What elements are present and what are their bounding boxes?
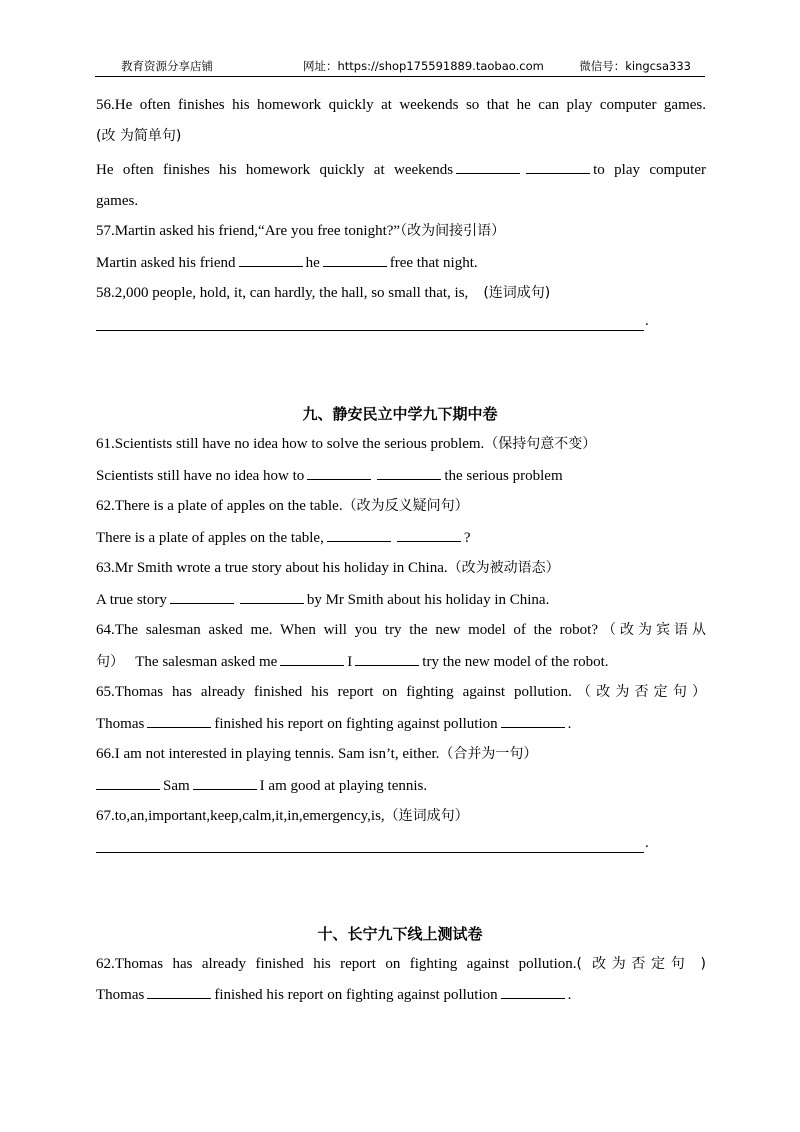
q62-answer: There is a plate of apples on the table, ? xyxy=(96,527,706,548)
q65-answer: Thomas finished his report on fighting against pollution . xyxy=(96,713,706,734)
q56-instruction: (改 为简单句) xyxy=(96,128,182,144)
q58-period: . xyxy=(645,313,649,329)
blank[interactable] xyxy=(456,159,520,174)
section-10-title: 十、长宁九下线上测试卷 xyxy=(317,925,483,943)
s10-q62-answer: Thomas finished his report on fighting against pollution . xyxy=(96,984,706,1005)
header-url: 网址：https://shop175591889.taobao.com xyxy=(303,59,544,73)
q66-prompt: 66.I am not interested in playing tennis. Sam isn’t, either.（合并为一句） xyxy=(96,746,538,762)
s10-q62-prompt: 62.Thomas has already finished his report on fighting against pollution.( 改为否定句 ) xyxy=(96,956,707,972)
q65-prompt: 65.Thomas has already finished his report on fighting against pollution.（改为否定句） xyxy=(96,684,706,700)
header-shop-name: 教育资源分享店铺 xyxy=(121,59,213,73)
page-header xyxy=(95,56,705,77)
header-wechat: 微信号：kingcsa333 xyxy=(579,59,691,73)
q64-answer: 句） The salesman asked me I try the new model of the robot. xyxy=(96,651,706,672)
blank[interactable] xyxy=(355,651,419,666)
q64-prompt: 64.The salesman asked me. When will you try the new model of the robot?（改为宾语从 xyxy=(96,622,707,638)
blank[interactable] xyxy=(147,713,211,728)
q66-answer: Sam I am good at playing tennis. xyxy=(96,775,706,796)
q62-prompt: 62.There is a plate of apples on the table.（改为反义疑问句） xyxy=(96,498,469,514)
q63-answer: A true story by Mr Smith about his holiday in China. xyxy=(96,589,706,610)
q67-period: . xyxy=(645,835,649,851)
q56-prompt: 56.He often finishes his homework quickly at weekends so that he can play computer games. xyxy=(96,97,706,113)
q57-answer: Martin asked his friend he free that night. xyxy=(96,252,706,273)
q58-answer-line[interactable] xyxy=(96,314,644,331)
blank[interactable] xyxy=(280,651,344,666)
blank[interactable] xyxy=(240,589,304,604)
q67-prompt: 67.to,an,important,keep,calm,it,in,emergency,is,（连词成句） xyxy=(96,808,469,824)
q56-answer-cont: games. xyxy=(96,193,139,209)
q63-prompt: 63.Mr Smith wrote a true story about his holiday in China.（改为被动语态） xyxy=(96,560,560,576)
blank[interactable] xyxy=(323,252,387,267)
blank[interactable] xyxy=(501,713,565,728)
blank[interactable] xyxy=(501,984,565,999)
blank[interactable] xyxy=(170,589,234,604)
blank[interactable] xyxy=(239,252,303,267)
blank[interactable] xyxy=(397,527,461,542)
blank[interactable] xyxy=(526,159,590,174)
q57-prompt: 57.Martin asked his friend,“Are you free tonight?”（改为间接引语） xyxy=(96,223,506,239)
q58-prompt: 58.2,000 people, hold, it, can hardly, the hall, so small that, is, (连词成句) xyxy=(96,285,551,301)
blank[interactable] xyxy=(96,775,160,790)
blank[interactable] xyxy=(193,775,257,790)
blank[interactable] xyxy=(147,984,211,999)
blank[interactable] xyxy=(377,465,441,480)
q56-answer: He often finishes his homework quickly at weekends to play computer xyxy=(96,159,706,180)
section-9-title: 九、静安民立中学九下期中卷 xyxy=(302,405,498,423)
q67-answer-line[interactable] xyxy=(96,836,644,853)
q61-prompt: 61.Scientists still have no idea how to solve the serious problem.（保持句意不变） xyxy=(96,436,597,452)
blank[interactable] xyxy=(307,465,371,480)
blank[interactable] xyxy=(327,527,391,542)
q61-answer: Scientists still have no idea how to the serious problem xyxy=(96,465,706,486)
